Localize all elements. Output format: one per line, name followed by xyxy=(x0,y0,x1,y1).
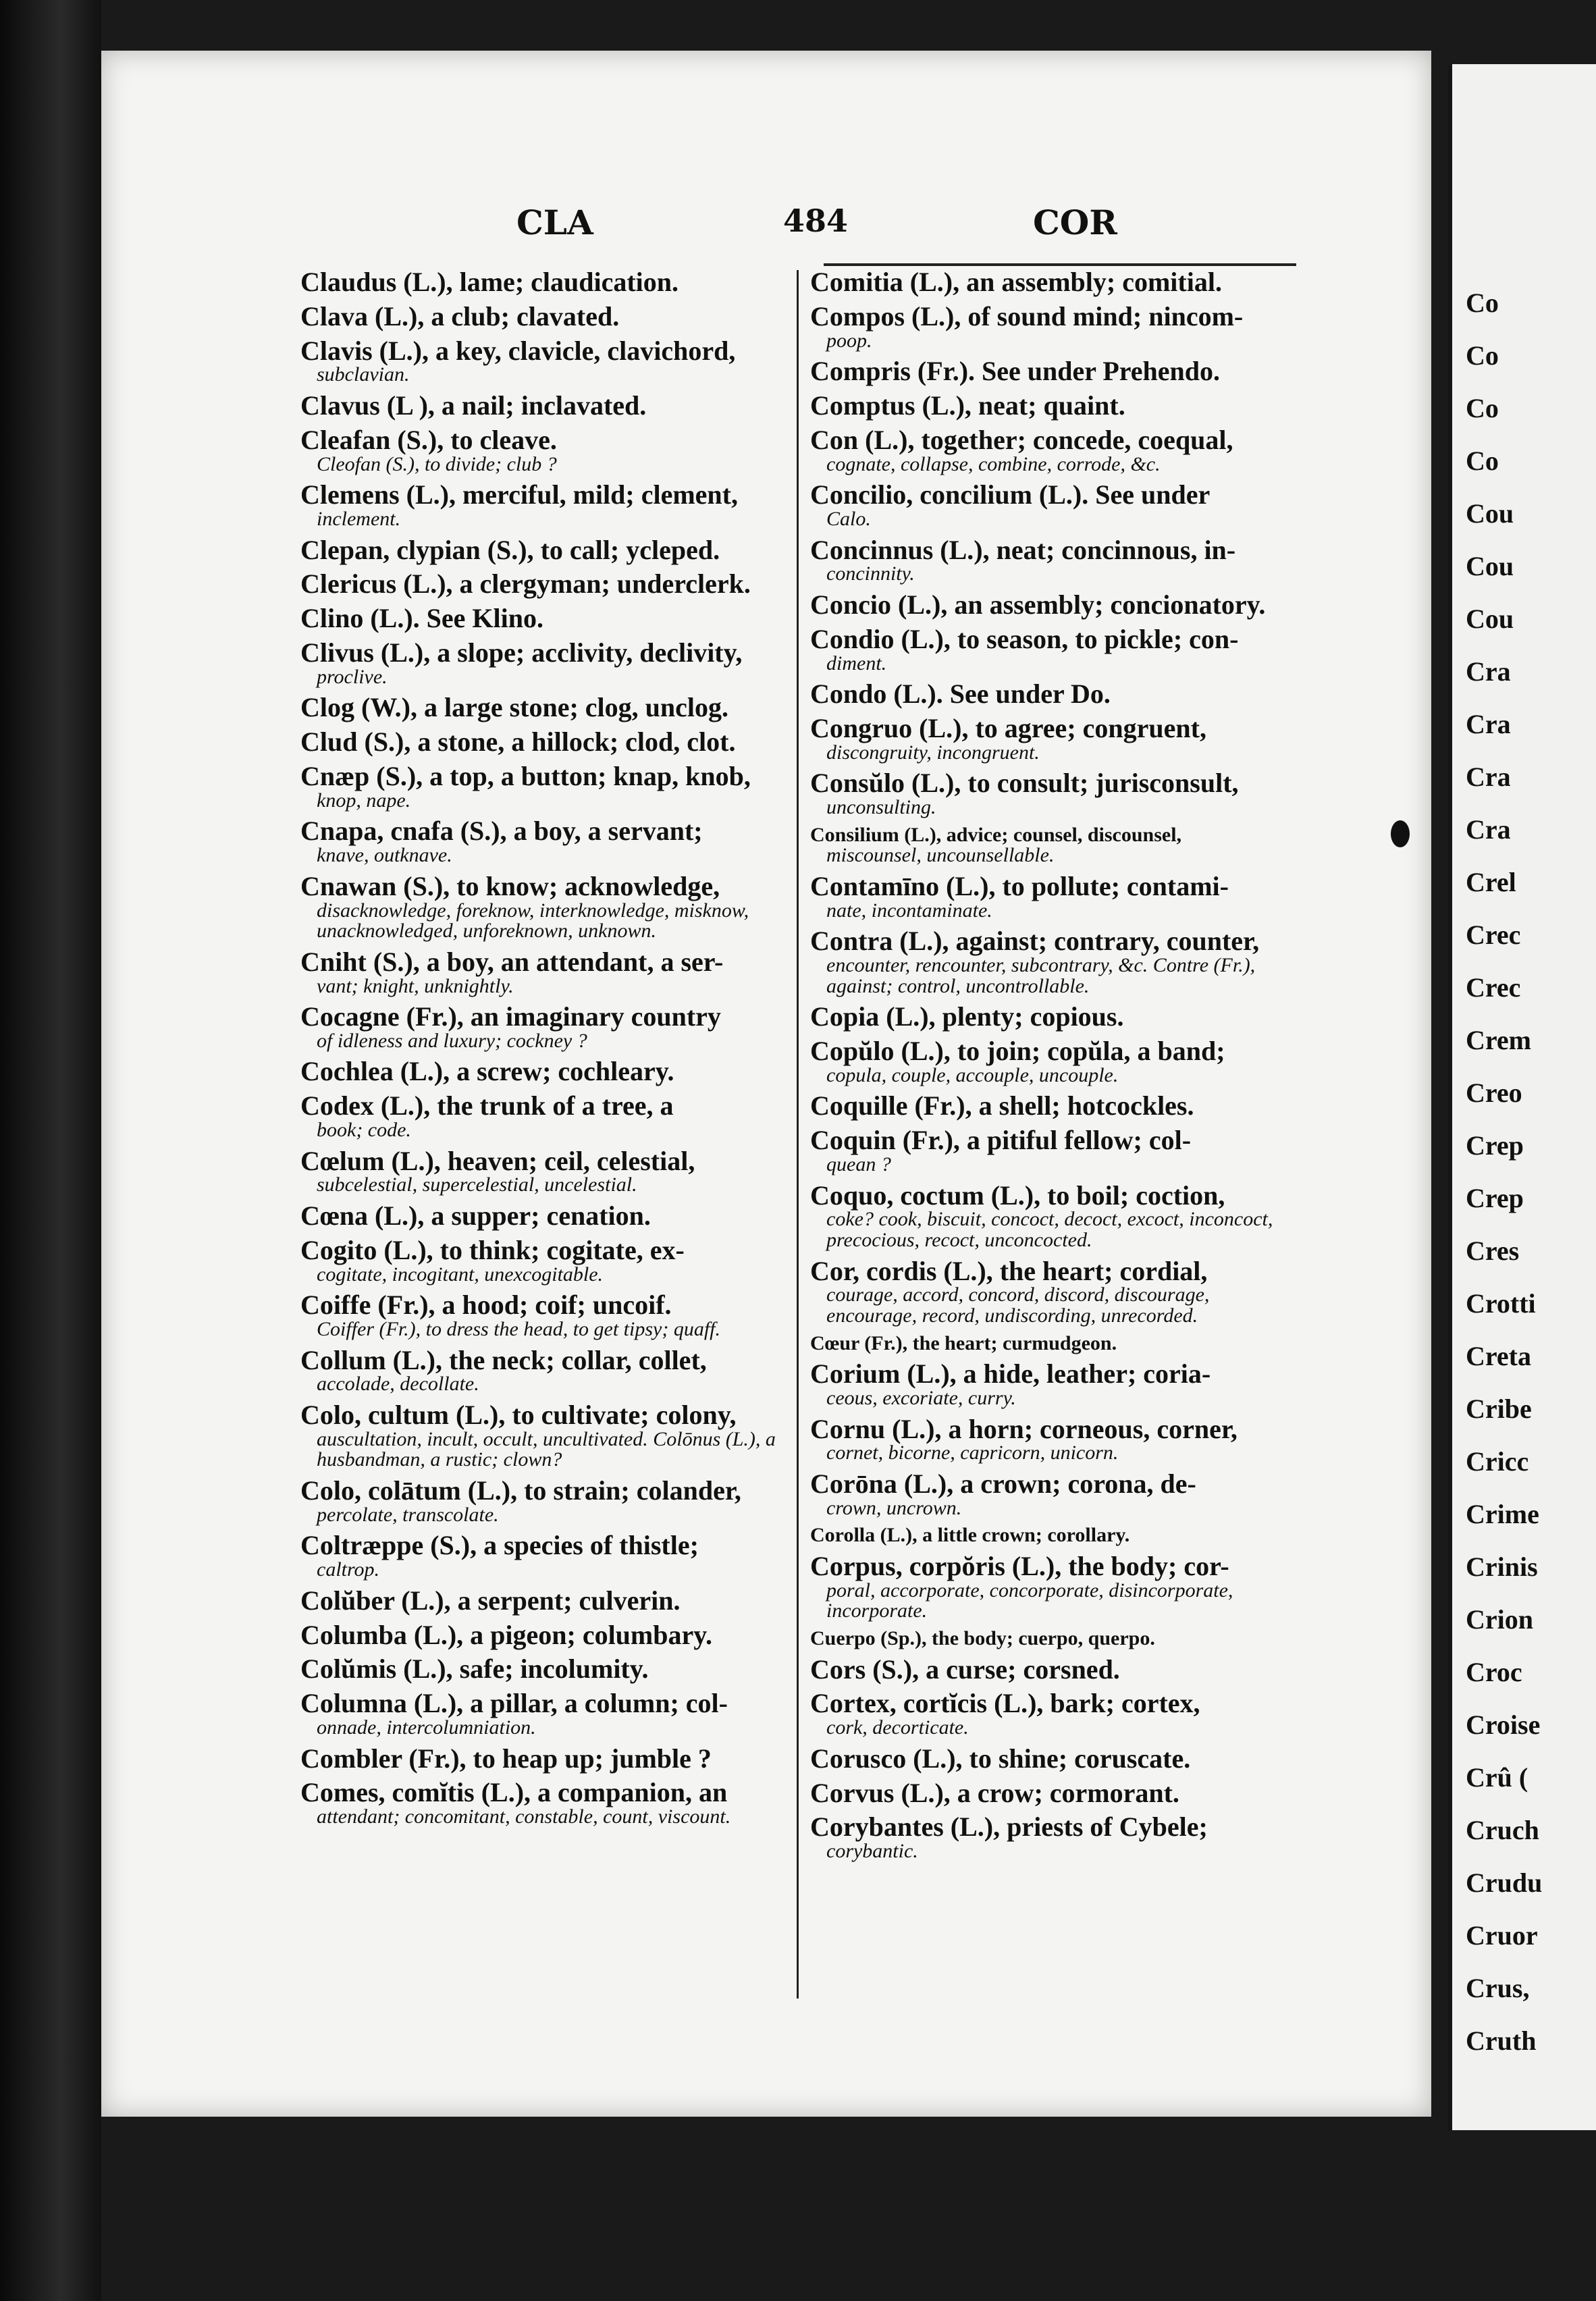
dictionary-entry xyxy=(300,1058,793,1086)
header-left-guide-word: CLA xyxy=(516,203,593,242)
entry-derivatives: of idleness and luxury; cockney ? xyxy=(317,1029,587,1052)
dictionary-entry xyxy=(300,1745,793,1773)
dictionary-entry xyxy=(300,335,793,386)
entry-headline: Corybantes (L.), priests of Cybele; xyxy=(810,1811,1208,1843)
next-page-fragment: Creta xyxy=(1466,1341,1531,1371)
dictionary-entry xyxy=(810,928,1303,997)
entry-headline: Concio (L.), an assembly; concionatory. xyxy=(810,589,1266,620)
entry-headline: Colŭmis (L.), safe; incolumity. xyxy=(300,1654,649,1685)
entry-headline: Condo (L.). See under Do. xyxy=(810,679,1111,710)
entry-derivatives: cognate, collapse, combine, corrode, &c. xyxy=(826,452,1161,475)
entry-headline: Clivus (L.), a slope; acclivity, declivity, xyxy=(300,637,743,668)
entry-headline: Condio (L.), to season, to pickle; con- xyxy=(810,623,1239,654)
entry-headline: Cochlea (L.), a screw; cochleary. xyxy=(300,1056,674,1087)
next-page-fragment: Crion xyxy=(1466,1604,1533,1635)
header-rule xyxy=(824,263,1296,266)
dictionary-entry xyxy=(300,1477,793,1525)
next-page-fragment: Crem xyxy=(1466,1025,1531,1055)
entry-headline: Comitia (L.), an assembly; comitial. xyxy=(810,267,1222,297)
entry-headline: Cor, cordis (L.), the heart; cordial, xyxy=(810,1255,1208,1286)
header-right-guide-word: COR xyxy=(1033,203,1117,242)
dictionary-entry xyxy=(300,481,793,529)
next-page-fragment: Co xyxy=(1466,288,1499,318)
next-page-fragment: Cricc xyxy=(1466,1446,1529,1477)
entry-derivatives: cornet, bicorne, capricorn, unicorn. xyxy=(826,1442,1119,1464)
entry-derivatives: ceous, excoriate, curry. xyxy=(826,1387,1016,1410)
dictionary-entry xyxy=(300,300,793,332)
entry-headline: Clavus (L ), a nail; inclavated. xyxy=(300,390,647,421)
scan-binding-edge xyxy=(0,0,101,2301)
dictionary-entry xyxy=(300,269,793,296)
entry-derivatives: accolade, decollate. xyxy=(317,1373,479,1396)
entry-headline: Concilio, concilium (L.). See under xyxy=(810,479,1211,510)
entry-derivatives: copula, couple, accouple, uncouple. xyxy=(826,1063,1119,1086)
next-page-fragment: Cra xyxy=(1466,762,1511,792)
entry-headline: Copŭlo (L.), to join; copŭla, a band; xyxy=(810,1036,1225,1067)
entry-headline: Corpus, corpŏris (L.), the body; cor- xyxy=(810,1550,1229,1581)
dictionary-entry xyxy=(300,568,793,600)
entry-derivatives: Cleofan (S.), to divide; club ? xyxy=(317,452,557,475)
dictionary-entry xyxy=(810,1413,1303,1464)
entry-headline: Clog (W.), a large stone; clog, unclog. xyxy=(300,692,729,723)
dictionary-entry xyxy=(810,1550,1303,1622)
next-page-fragment: Cruch xyxy=(1466,1815,1539,1845)
entry-headline: Coiffe (Fr.), a hood; coif; uncoif. xyxy=(300,1290,672,1321)
entry-derivatives: proclive. xyxy=(317,665,388,688)
dictionary-entry xyxy=(810,1092,1303,1120)
dictionary-entry xyxy=(810,392,1303,420)
entry-headline: Comes, comĭtis (L.), a companion, an xyxy=(300,1777,728,1808)
entry-derivatives: nate, incontaminate. xyxy=(826,899,992,922)
next-page-fragment: Cribe xyxy=(1466,1394,1532,1424)
entry-headline: Copia (L.), plenty; copious. xyxy=(810,1001,1124,1032)
entry-headline: Corōna (L.), a crown; corona, de- xyxy=(810,1469,1196,1499)
dictionary-entry xyxy=(810,1656,1303,1684)
entry-headline: Clava (L.), a club; clavated. xyxy=(300,300,620,332)
dictionary-entry xyxy=(300,1532,793,1580)
dictionary-entry xyxy=(300,424,793,475)
left-column xyxy=(300,269,793,1834)
dictionary-entry xyxy=(810,424,1303,475)
next-page-fragment: Crep xyxy=(1466,1183,1524,1213)
entry-headline: Cors (S.), a curse; corsned. xyxy=(810,1654,1120,1685)
next-page-fragment: Cruth xyxy=(1466,2026,1537,2056)
entry-headline: Contra (L.), against; contrary, counter, xyxy=(810,926,1260,957)
dictionary-entry xyxy=(810,269,1303,296)
dictionary-entry xyxy=(300,639,793,687)
entry-headline: Corvus (L.), a crow; cormorant. xyxy=(810,1777,1179,1808)
dictionary-entry xyxy=(300,946,793,997)
dictionary-entry xyxy=(810,623,1303,675)
dictionary-entry xyxy=(300,1587,793,1615)
entry-derivatives: corybantic. xyxy=(826,1840,918,1863)
entry-derivatives: Coiffer (Fr.), to dress the head, to get tipsy; quaff. xyxy=(317,1318,720,1341)
dictionary-entry xyxy=(810,1525,1303,1546)
entry-headline: Compos (L.), of sound mind; nincom- xyxy=(810,300,1244,332)
next-page-fragment: Crus, xyxy=(1466,1973,1530,2003)
entry-headline: Corolla (L.), a little crown; corollary. xyxy=(810,1524,1130,1547)
dictionary-entry xyxy=(300,1202,793,1230)
entry-headline: Colo, cultum (L.), to cultivate; colony, xyxy=(300,1400,737,1431)
dictionary-entry xyxy=(300,870,793,943)
dictionary-entry xyxy=(300,1690,793,1738)
entry-derivatives: subclavian. xyxy=(317,363,410,386)
entry-headline: Cortex, cortĭcis (L.), bark; cortex, xyxy=(810,1688,1200,1719)
entry-derivatives: concinnity. xyxy=(826,562,915,585)
entry-headline: Contamīno (L.), to pollute; contami- xyxy=(810,870,1229,901)
entry-headline: Cœlum (L.), heaven; ceil, celestial, xyxy=(300,1145,695,1176)
next-page-fragment: Cra xyxy=(1466,656,1511,687)
entry-derivatives: inclement. xyxy=(317,507,401,530)
entry-headline: Coquo, coctum (L.), to boil; coction, xyxy=(810,1180,1225,1211)
entry-headline: Consilium (L.), advice; counsel, discounsel, xyxy=(810,823,1182,846)
dictionary-entry xyxy=(810,712,1303,764)
dictionary-entry xyxy=(810,591,1303,619)
dictionary-entry xyxy=(300,392,793,420)
entry-headline: Columba (L.), a pigeon; columbary. xyxy=(300,1619,713,1650)
entry-headline: Consŭlo (L.), to consult; jurisconsult, xyxy=(810,768,1239,799)
next-page-fragment: Creo xyxy=(1466,1078,1522,1108)
entry-derivatives: book; code. xyxy=(317,1119,411,1142)
dictionary-entry xyxy=(300,818,793,866)
entry-headline: Cœna (L.), a supper; cenation. xyxy=(300,1200,651,1232)
entry-headline: Cœur (Fr.), the heart; curmudgeon. xyxy=(810,1331,1117,1354)
entry-headline: Compris (Fr.). See under Prehendo. xyxy=(810,356,1221,387)
dictionary-entry xyxy=(300,726,793,758)
dictionary-entry xyxy=(810,770,1303,818)
entry-derivatives: subcelestial, supercelestial, uncelestial. xyxy=(317,1173,637,1196)
entry-derivatives: quean ? xyxy=(826,1153,891,1176)
next-page-fragment: Crime xyxy=(1466,1499,1539,1529)
entry-derivatives: disacknowledge, foreknow, interknowledge, misknow, unacknowledged, unforeknown, unknown. xyxy=(317,899,749,943)
entry-headline: Corusco (L.), to shine; coruscate. xyxy=(810,1743,1191,1774)
entry-headline: Coltræppe (S.), a species of thistle; xyxy=(300,1530,699,1561)
dictionary-entry xyxy=(300,1344,793,1396)
next-page-fragment: Cra xyxy=(1466,814,1511,845)
next-page-fragment: Co xyxy=(1466,446,1499,476)
entry-headline: Congruo (L.), to agree; congruent, xyxy=(810,712,1206,743)
next-page-fragment: Crudu xyxy=(1466,1868,1543,1898)
dictionary-entry xyxy=(810,1038,1303,1086)
next-page-fragment: Cou xyxy=(1466,498,1514,529)
dictionary-entry xyxy=(810,825,1303,866)
entry-headline: Clepan, clypian (S.), to call; ycleped. xyxy=(300,534,720,565)
dictionary-entry xyxy=(300,1003,793,1051)
dictionary-entry xyxy=(300,694,793,722)
page-header xyxy=(203,203,1303,257)
dictionary-entry xyxy=(300,1402,793,1471)
next-page-fragment: Crel xyxy=(1466,867,1516,897)
entry-headline: Concinnus (L.), neat; concinnous, in- xyxy=(810,534,1236,565)
dictionary-entry xyxy=(810,1127,1303,1175)
entry-headline: Cogito (L.), to think; cogitate, ex- xyxy=(300,1234,685,1265)
dictionary-entry xyxy=(300,1619,793,1650)
entry-headline: Cocagne (Fr.), an imaginary country xyxy=(300,1001,721,1032)
next-page-fragment: Cra xyxy=(1466,709,1511,739)
dictionary-entry xyxy=(810,870,1303,922)
dictionary-entry xyxy=(300,1145,793,1196)
next-page-fragment: Cou xyxy=(1466,551,1514,581)
entry-headline: Cnæp (S.), a top, a button; knap, knob, xyxy=(300,760,751,791)
dictionary-entry xyxy=(810,534,1303,585)
dictionary-entry xyxy=(810,1626,1303,1649)
entry-headline: Colŭber (L.), a serpent; culverin. xyxy=(300,1585,681,1616)
entry-headline: Clino (L.). See Klino. xyxy=(300,603,544,634)
entry-derivatives: attendant; concomitant, constable, count, viscount. xyxy=(317,1805,731,1828)
dictionary-entry xyxy=(810,1690,1303,1738)
dictionary-entry xyxy=(810,1255,1303,1327)
dictionary-entry xyxy=(300,1234,793,1286)
entry-headline: Cnapa, cnafa (S.), a boy, a servant; xyxy=(300,816,703,847)
next-page-fragment: Crec xyxy=(1466,972,1521,1003)
dictionary-entry xyxy=(810,358,1303,386)
entry-headline: Claudus (L.), lame; claudication. xyxy=(300,267,679,297)
entry-headline: Cuerpo (Sp.), the body; cuerpo, querpo. xyxy=(810,1626,1155,1649)
entry-headline: Clemens (L.), merciful, mild; clement, xyxy=(300,479,738,510)
entry-headline: Comptus (L.), neat; quaint. xyxy=(810,390,1125,421)
dictionary-entry xyxy=(810,481,1303,529)
entry-headline: Clavis (L.), a key, clavicle, clavichord, xyxy=(300,335,736,366)
dictionary-entry xyxy=(300,1779,793,1827)
dictionary-entry xyxy=(810,1777,1303,1808)
dictionary-entry xyxy=(300,1656,793,1683)
entry-headline: Collum (L.), the neck; collar, collet, xyxy=(300,1344,707,1375)
next-page-fragment: Co xyxy=(1466,340,1499,371)
entry-derivatives: knop, nape. xyxy=(317,789,411,812)
entry-derivatives: encounter, rencounter, subcontrary, &c. Contre (Fr.), against; control, uncontrollable. xyxy=(826,954,1256,997)
entry-derivatives: unconsulting. xyxy=(826,796,936,819)
entry-headline: Clud (S.), a stone, a hillock; clod, clot. xyxy=(300,726,736,758)
next-page-fragment: Co xyxy=(1466,393,1499,423)
entry-headline: Columna (L.), a pillar, a column; col- xyxy=(300,1688,728,1719)
entry-derivatives: cogitate, incogitant, unexcogitable. xyxy=(317,1263,604,1286)
next-page-fragment: Cruor xyxy=(1466,1920,1538,1951)
entry-derivatives: knave, outknave. xyxy=(317,844,452,867)
entry-headline: Coquille (Fr.), a shell; hotcockles. xyxy=(810,1090,1194,1121)
page-number: 484 xyxy=(783,203,849,239)
entry-derivatives: courage, accord, concord, discord, discourage, encourage, record, undiscording, unrecorded. xyxy=(826,1284,1210,1327)
entry-derivatives: caltrop. xyxy=(317,1558,380,1581)
dictionary-entry xyxy=(810,1333,1303,1354)
dictionary-entry xyxy=(300,605,793,633)
next-page-fragment: Crec xyxy=(1466,920,1521,950)
entry-derivatives: cork, decorticate. xyxy=(826,1716,969,1739)
entry-headline: Cornu (L.), a horn; corneous, corner, xyxy=(810,1413,1238,1444)
entry-derivatives: discongruity, incongruent. xyxy=(826,741,1040,764)
entry-derivatives: vant; knight, unknightly. xyxy=(317,974,514,997)
dictionary-entry xyxy=(810,1360,1303,1408)
entry-headline: Clericus (L.), a clergyman; underclerk. xyxy=(300,568,751,600)
entry-derivatives: miscounsel, uncounsellable. xyxy=(826,844,1055,867)
entry-headline: Coquin (Fr.), a pitiful fellow; col- xyxy=(810,1125,1192,1156)
dictionary-entry xyxy=(810,300,1303,352)
entry-derivatives: percolate, transcolate. xyxy=(317,1503,499,1526)
right-column xyxy=(810,269,1303,1869)
entry-derivatives: crown, uncrown. xyxy=(826,1496,962,1519)
entry-headline: Cnawan (S.), to know; acknowledge, xyxy=(300,870,720,901)
entry-derivatives: poral, accorporate, concorporate, disincorporate, incorporate. xyxy=(826,1579,1233,1622)
dictionary-entry xyxy=(810,1182,1303,1251)
entry-headline: Cleafan (S.), to cleave. xyxy=(300,424,557,455)
next-page-fragment: Croise xyxy=(1466,1710,1541,1740)
entry-derivatives: Calo. xyxy=(826,507,871,530)
next-page-fragment: Crep xyxy=(1466,1130,1524,1161)
dictionary-entry xyxy=(810,1745,1303,1773)
entry-derivatives: diment. xyxy=(826,652,887,675)
dictionary-entry xyxy=(810,1811,1303,1863)
entry-headline: Colo, colātum (L.), to strain; colander, xyxy=(300,1475,741,1506)
dictionary-entry xyxy=(300,1292,793,1340)
ink-blot xyxy=(1391,820,1410,847)
next-page-fragment: Cres xyxy=(1466,1236,1520,1266)
entry-headline: Con (L.), together; concede, coequal, xyxy=(810,424,1233,455)
dictionary-entry xyxy=(300,1092,793,1140)
next-page-fragment: Crû ( xyxy=(1466,1762,1528,1793)
entry-derivatives: poop. xyxy=(826,329,872,352)
entry-headline: Cniht (S.), a boy, an attendant, a ser- xyxy=(300,946,724,977)
entry-headline: Corium (L.), a hide, leather; coria- xyxy=(810,1358,1211,1390)
dictionary-entry xyxy=(810,1003,1303,1031)
entry-headline: Combler (Fr.), to heap up; jumble ? xyxy=(300,1743,712,1774)
dictionary-entry xyxy=(810,681,1303,708)
next-page-edge xyxy=(1448,64,1596,2130)
entry-derivatives: coke? cook, biscuit, concoct, decoct, excoct, inconcoct, precocious, recoct, unconcocted. xyxy=(826,1208,1273,1252)
next-page-fragment: Crotti xyxy=(1466,1288,1536,1319)
entry-derivatives: onnade, intercolumniation. xyxy=(317,1716,536,1739)
next-page-fragment: Cou xyxy=(1466,604,1514,634)
dictionary-entry xyxy=(300,760,793,812)
entry-headline: Codex (L.), the trunk of a tree, a xyxy=(300,1090,674,1121)
next-page-fragment: Crinis xyxy=(1466,1552,1538,1582)
entry-derivatives: auscultation, incult, occult, uncultivated. Colōnus (L.), a husbandman, a rustic; clown? xyxy=(317,1427,776,1471)
dictionary-entry xyxy=(810,1471,1303,1518)
column-divider xyxy=(797,270,799,1999)
next-page-fragment: Croc xyxy=(1466,1657,1522,1687)
dictionary-entry xyxy=(300,534,793,565)
